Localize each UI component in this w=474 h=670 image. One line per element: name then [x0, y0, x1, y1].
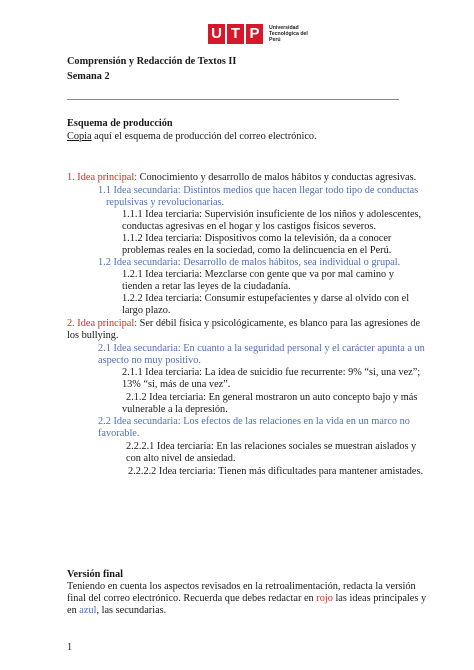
tertiary-idea-2-1-1-cont: 13% “si, más de una vez”.: [122, 379, 231, 390]
tertiary-idea-1-2-1-cont: tienden a retar las leyes de la ciudadanía.: [122, 281, 291, 292]
outline-heading: Esquema de producción: [67, 118, 173, 129]
principal-label: 2. Idea principal:: [67, 318, 138, 329]
tertiary-idea-2-2-2: 2.2.2.2 Idea terciaria: Tienen más dificultades para mantener amistades.: [128, 466, 424, 477]
secondary-idea-2-2-cont: favorable.: [98, 428, 140, 439]
final-heading: Versión final: [67, 569, 123, 580]
secondary-idea-2-2: 2.2 Idea secundaria: Los efectos de las relaciones en la vida en un marco no: [98, 416, 410, 427]
tertiary-idea-1-2-2-cont: largo plazo.: [122, 305, 171, 316]
page-number: 1: [67, 642, 73, 653]
tertiary-idea-2-2-1-cont: con alto nivel de ansiedad.: [126, 453, 236, 464]
principal-text: Ser débil física y psicológicamente, es blanco para las agresiones de: [137, 318, 421, 329]
final-line-2: [67, 593, 426, 605]
principal-idea-1: [67, 172, 416, 184]
tertiary-idea-2-1-2-cont: vulnerable a la depresión.: [122, 404, 228, 415]
instruction-text: aquí el esquema de producción del correo electrónico.: [91, 131, 317, 142]
utp-logo: [208, 24, 317, 44]
final-line-2-text: final del correo electrónico. Recuerda que debes redactar en: [67, 593, 317, 604]
logo-letter-p: P: [246, 24, 263, 44]
copy-link[interactable]: Copia: [67, 131, 92, 142]
tertiary-idea-1-2-1: 1.2.1 Idea terciaria: Mezclarse con gente que va por mal camino y: [122, 269, 394, 280]
final-line-1: Teniendo en cuenta los aspectos revisados en la retroalimentación, redacta la versión: [67, 581, 416, 592]
secondary-idea-2-1: 2.1 Idea secundaria: En cuanto a la seguridad personal y el carácter apunta a un: [98, 343, 425, 354]
final-line-3-rest: , las secundarias.: [96, 605, 167, 616]
secondary-idea-1-1: 1.1 Idea secundaria: Distintos medios que hacen llegar todo tipo de conductas: [98, 185, 419, 196]
final-line-3-start: en: [67, 605, 80, 616]
final-line-3: [67, 605, 166, 617]
final-line-2-rest: las ideas principales y: [332, 593, 427, 604]
blue-word: azul: [79, 605, 97, 616]
tertiary-idea-2-2-1: 2.2.2.1 Idea terciaria: En las relaciones sociales se muestran aislados y: [126, 441, 417, 452]
tertiary-idea-1-1-2-cont: problemas reales en la sociedad, como la delincuencia en el Perú.: [122, 245, 392, 256]
tertiary-idea-2-1-1: 2.1.1 Idea terciaria: La idea de suicidio fue recurrente: 9% “si, una vez”;: [122, 367, 421, 378]
secondary-idea-1-2: 1.2 Idea secundaria: Desarrollo de malos hábitos, sea individual o grupal.: [98, 257, 401, 268]
logo-letter-u: U: [208, 24, 225, 44]
outline-instruction: [67, 131, 317, 143]
red-word: rojo: [316, 593, 333, 604]
principal-text: Conocimiento y desarrollo de malos hábitos y conductas agresivas.: [137, 172, 417, 183]
tertiary-idea-1-1-1-cont: conductas agresivas en el hogar y los castigos físicos severos.: [122, 221, 376, 232]
tertiary-idea-2-1-2: 2.1.2 Idea terciaria: En general mostraron un auto concepto bajo y más: [126, 392, 418, 403]
logo-letter-t: T: [227, 24, 244, 44]
principal-idea-2: [67, 318, 420, 330]
week-label: Semana 2: [67, 71, 110, 82]
header-divider: [67, 99, 399, 100]
secondary-idea-1-1-cont: repulsivas y revolucionarias.: [106, 197, 225, 208]
utp-letters: [208, 24, 263, 44]
secondary-idea-2-1-cont: aspecto no muy positivo.: [98, 355, 201, 366]
tertiary-idea-1-1-1: 1.1.1 Idea terciaria: Supervisión insuficiente de los niños y adolescentes,: [122, 209, 422, 220]
course-title: Comprensión y Redacción de Textos II: [67, 56, 237, 67]
tertiary-idea-1-2-2: 1.2.2 Idea terciaria: Consumir estupefacientes y darse al olvido con el: [122, 293, 410, 304]
tertiary-idea-1-1-2: 1.1.2 Idea terciaria: Dispositivos como la televisión, da a conocer: [122, 233, 392, 244]
principal-idea-2-cont: los bullying.: [67, 330, 119, 341]
university-name: Universidad Tecnológica del Perú: [269, 25, 308, 43]
principal-label: 1. Idea principal:: [67, 172, 138, 183]
